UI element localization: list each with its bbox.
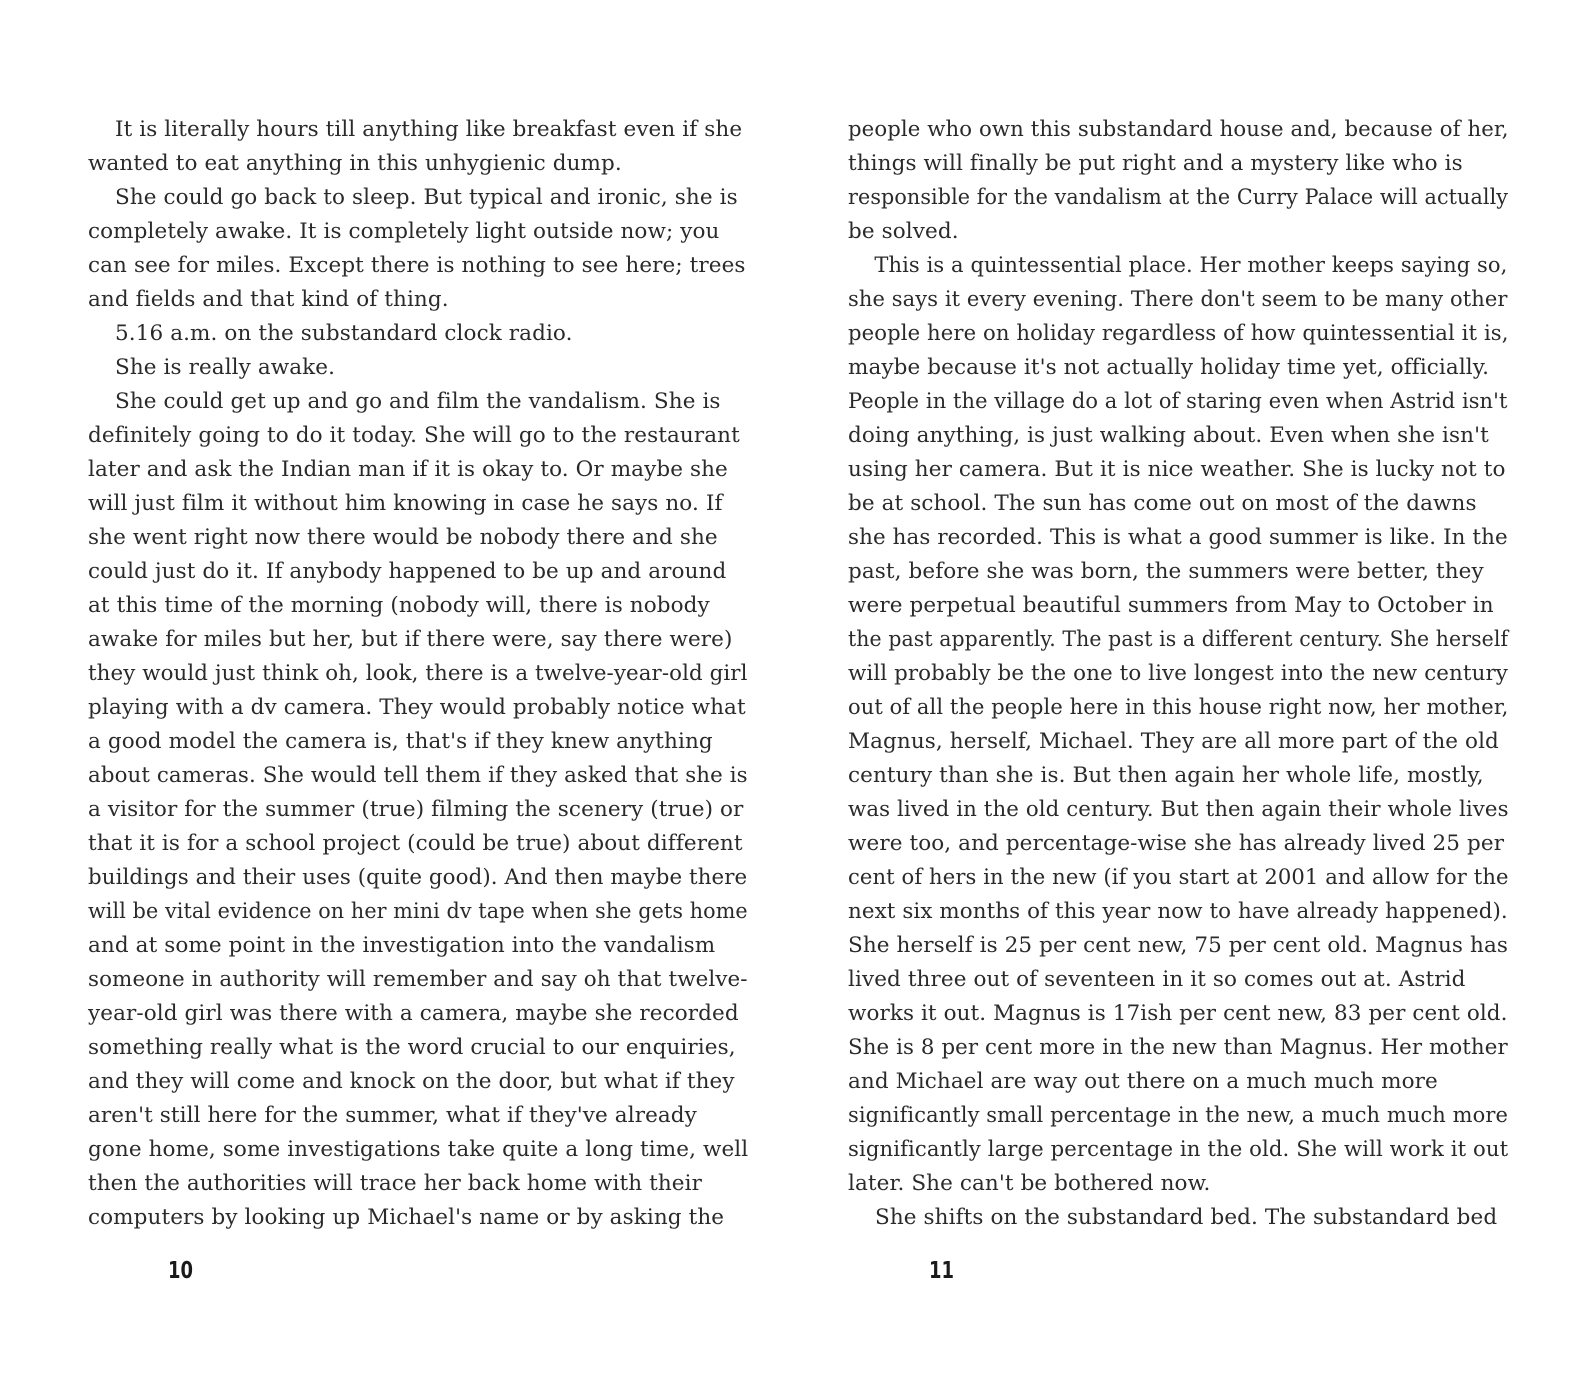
text-line: they would just think oh, look, there is a twelve-year-old girl [88,661,748,686]
text-line: someone in authority will remember and say oh that twelve- [88,967,748,992]
text-line: It is literally hours till anything like breakfast even if she [115,117,743,142]
text-line: This is a quintessential place. Her mother keeps saying so, [874,253,1508,278]
text-line: a good model the camera is, that's if they knew anything [88,729,713,754]
text-line: lived three out of seventeen in it so comes out at. Astrid [848,967,1466,992]
text-line: cent of hers in the new (if you start at 2001 and allow for the [848,865,1509,890]
text-line: significantly small percentage in the new, a much much more [848,1103,1508,1128]
text-line: past, before she was born, the summers were better, they [848,559,1484,584]
text-line: completely awake. It is completely light outside now; you [88,219,720,244]
text-line: buildings and their uses (quite good). And then maybe there [88,865,748,890]
text-line: She is really awake. [115,355,336,380]
text-line: later. She can't be bothered now. [848,1171,1211,1196]
text-line: could just do it. If anybody happened to be up and around [88,559,727,584]
text-line: she says it every evening. There don't seem to be many other [848,287,1508,312]
text-line: playing with a dv camera. They would probably notice what [88,695,746,720]
text-line: People in the village do a lot of staring even when Astrid isn't [848,389,1508,414]
text-line: definitely going to do it today. She will go to the restaurant [88,423,740,448]
text-line: gone home, some investigations take quite a long time, well [88,1137,749,1162]
text-line: and Michael are way out there on a much much more [848,1069,1438,1094]
text-line: next six months of this year now to have already happened). [848,899,1508,924]
text-line: the past apparently. The past is a different century. She herself [848,627,1509,652]
page-number-left: 10 [168,1258,193,1284]
text-line: and they will come and knock on the door, but what if they [88,1069,735,1094]
text-line: and fields and that kind of thing. [88,287,449,312]
text-line: awake for miles but her, but if there were, say there were) [88,627,733,652]
text-line: people here on holiday regardless of how quintessential it is, [848,321,1509,346]
text-line: people who own this substandard house and, because of her, [848,117,1509,142]
text-line: were perpetual beautiful summers from May to October in [848,593,1494,618]
left-page-text [88,113,748,1235]
text-line: about cameras. She would tell them if they asked that she is [88,763,748,788]
text-line: computers by looking up Michael's name or by asking the [88,1205,725,1230]
text-line: Magnus, herself, Michael. They are all more part of the old [848,729,1499,754]
page-number-right: 11 [929,1258,954,1284]
text-line: will just film it without him knowing in case he says no. If [88,491,723,516]
text-line: things will finally be put right and a mystery like who is [848,151,1463,176]
text-line: out of all the people here in this house right now, her mother, [848,695,1509,720]
text-line: She shifts on the substandard bed. The substandard bed [875,1205,1498,1230]
text-line: can see for miles. Except there is nothing to see here; trees [88,253,746,278]
right-page-text [848,113,1508,1235]
text-line: She herself is 25 per cent new, 75 per cent old. Magnus has [848,933,1509,958]
text-line: she went right now there would be nobody there and she [88,525,718,550]
text-line: and at some point in the investigation into the vandalism [88,933,716,958]
text-line: doing anything, is just walking about. Even when she isn't [848,423,1489,448]
text-line: were too, and percentage-wise she has already lived 25 per [848,831,1505,856]
text-line: will probably be the one to live longest into the new century [848,661,1508,686]
text-line: She could go back to sleep. But typical and ironic, she is [115,185,738,210]
text-line: She could get up and go and film the vandalism. She is [115,389,721,414]
text-line: a visitor for the summer (true) filming the scenery (true) or [88,797,744,822]
text-line: significantly large percentage in the old. She will work it out [848,1137,1509,1162]
text-line: wanted to eat anything in this unhygienic dump. [88,151,622,176]
text-line: later and ask the Indian man if it is okay to. Or maybe she [88,457,728,482]
text-line: be at school. The sun has come out on most of the dawns [848,491,1477,516]
text-line: at this time of the morning (nobody will, there is nobody [88,593,710,618]
text-line: 5.16 a.m. on the substandard clock radio. [115,321,573,346]
text-line: something really what is the word crucial to our enquiries, [88,1035,736,1060]
text-line: aren't still here for the summer, what if they've already [88,1103,697,1128]
text-line: year-old girl was there with a camera, maybe she recorded [88,1001,739,1026]
text-line: that it is for a school project (could be true) about different [88,831,743,856]
text-line: then the authorities will trace her back home with their [88,1171,702,1196]
text-line: was lived in the old century. But then again their whole lives [848,797,1509,822]
text-line: will be vital evidence on her mini dv tape when she gets home [88,899,748,924]
text-line: century than she is. But then again her whole life, mostly, [848,763,1484,788]
text-line: She is 8 per cent more in the new than Magnus. Her mother [848,1035,1508,1060]
text-line: responsible for the vandalism at the Curry Palace will actually [848,185,1509,210]
text-line: using her camera. But it is nice weather. She is lucky not to [848,457,1506,482]
text-line: works it out. Magnus is 17ish per cent new, 83 per cent old. [848,1001,1508,1026]
text-line: she has recorded. This is what a good summer is like. In the [848,525,1508,550]
text-line: be solved. [848,219,959,244]
text-line: maybe because it's not actually holiday time yet, officially. [848,355,1490,380]
